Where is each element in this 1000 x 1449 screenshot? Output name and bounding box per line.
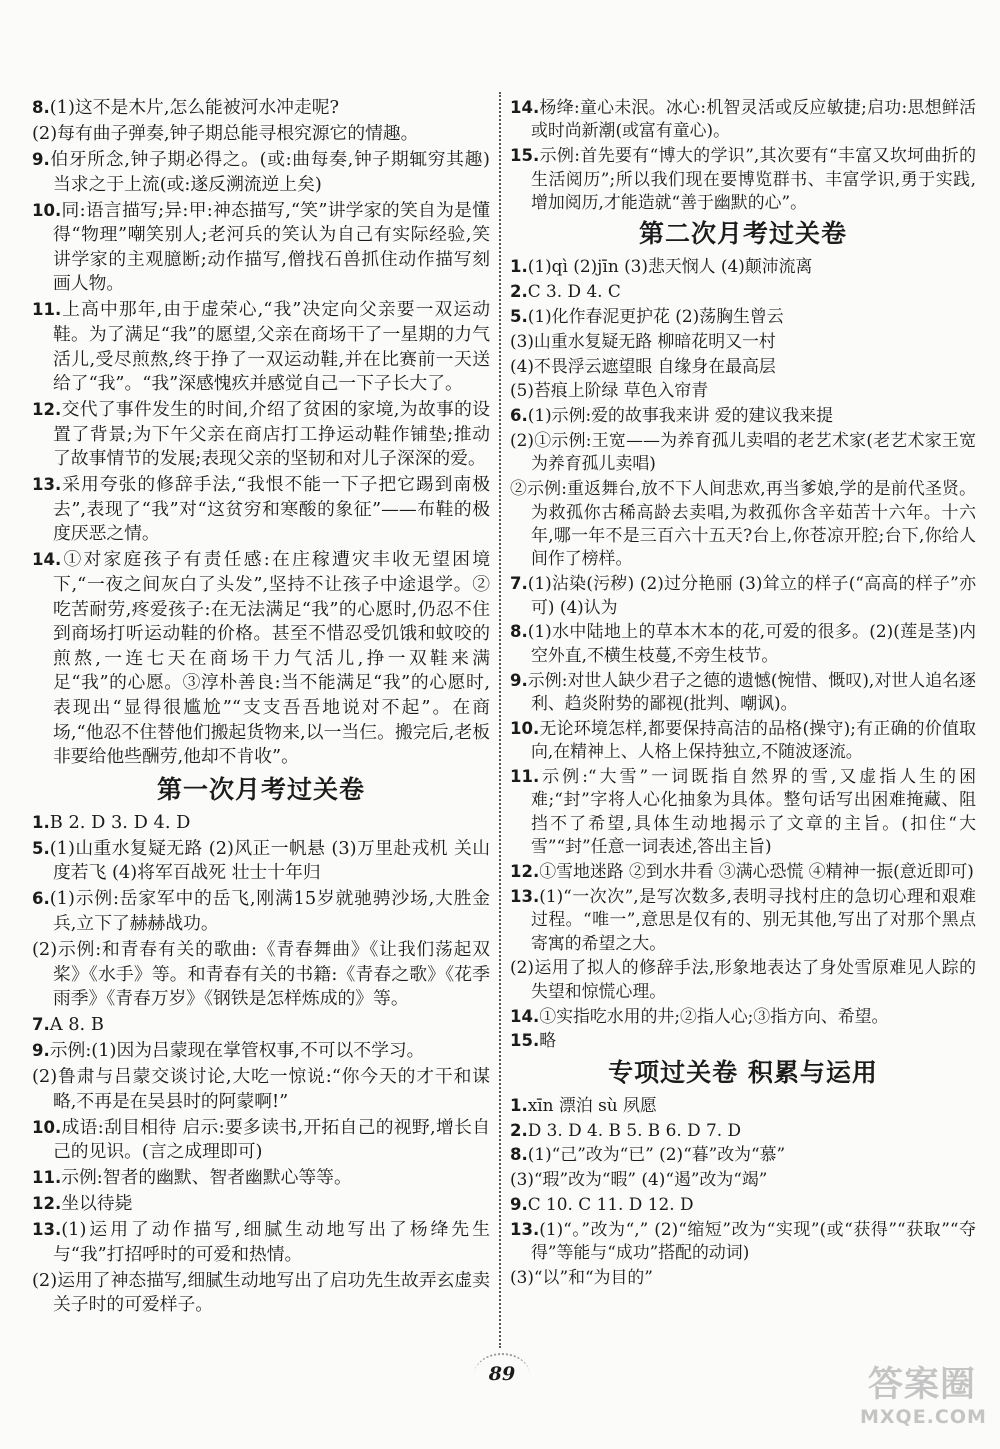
answer-text: C 10. C 11. D 12. D	[527, 1194, 694, 1215]
answer-text: 示例:“大雪”一词既指自然界的雪,又虚指人生的困难;“封”字将人心化抽象为具体。整句话写出困难掩藏、阻挡不了希望,具体生动地揭示了文章的主旨。(扣住“大雪”“封”任意一词表述,答出主旨)	[531, 766, 976, 857]
answer-text: ①雪地迷路 ②到水井看 ③满心恐慌 ④精神一振(意近即可)	[539, 861, 974, 882]
answer-text: 示例:智者的幽默、智者幽默心等等。	[61, 1167, 352, 1189]
watermark-logo: 答案圈	[867, 1365, 976, 1405]
answer-item	[510, 96, 976, 143]
answer-text: (1)qì (2)jīn (3)悲天悯人 (4)颠沛流离	[527, 256, 813, 277]
question-number: 6.	[32, 889, 50, 909]
answer-text: (1)水中陆地上的草本木本的花,可爱的很多。(2)(莲是茎)内空外直,不横生枝蔓,不旁生枝节。	[527, 621, 976, 665]
question-number: 11.	[32, 300, 62, 320]
question-number: 2.	[510, 1120, 528, 1140]
answer-item	[32, 1116, 490, 1165]
answer-text: A 8. B	[49, 1014, 104, 1036]
answer-text: (1)这不是木片,怎么能被河水冲走呢?	[49, 97, 340, 118]
answer-text: 杨绛:童心未泯。冰心:机智灵活或反应敏捷;启功:思想鲜活或时尚新潮(或富有童心)。	[531, 97, 976, 141]
question-number: 13.	[510, 1219, 540, 1239]
answer-text: 伯牙所念,钟子期必得之。(或:曲每奏,钟子期辄穷其趣) 当求之于上流(或:遂反溯流逆上矣)	[49, 148, 490, 195]
question-number: 5.	[510, 307, 528, 327]
answer-text: (1)化作春泥更护花 (2)荡胸生曾云	[527, 306, 784, 327]
answer-text: 略	[539, 1030, 557, 1051]
question-number: 9.	[510, 670, 528, 690]
answer-item	[32, 1192, 490, 1217]
answer-item	[510, 1266, 976, 1289]
section-heading: 第二次月考过关卷	[638, 219, 847, 249]
question-number: 10.	[510, 718, 540, 738]
answer-text: 采用夸张的修辞手法,“我恨不能一下子把它踢到南极去”,表现了“我”对“这贫穷和寒酸的象征”——布鞋的极度厌恶之情。	[53, 474, 490, 545]
answer-item	[510, 404, 976, 427]
answer-item	[32, 398, 490, 472]
answer-text: (3)山重水复疑无路 柳暗花明又一村	[510, 330, 776, 351]
answer-text: (2)运用了拟人的修辞手法,形象地表达了身处雪原难见人踪的失望和惊慌心理。	[510, 957, 976, 1001]
answer-text: (2)每有曲子弹奏,钟子期总能寻根究源它的情趣。	[32, 122, 419, 144]
answer-text: (3)“瑕”改为“暇” (4)“遏”改为“竭”	[510, 1169, 768, 1190]
answer-item	[510, 280, 976, 303]
answer-item	[510, 765, 976, 859]
answer-item	[32, 199, 490, 297]
question-number: 14.	[510, 1006, 540, 1026]
section-heading: 第一次月考过关卷	[156, 774, 365, 804]
answer-text: (1)沾染(污秽) (2)过分艳丽 (3)耸立的样子(“高高的样子”亦可) (4)认为	[527, 573, 976, 617]
section-heading: 专项过关卷 积累与运用	[608, 1057, 878, 1087]
answer-text: (2)运用了神态描写,细腻生动地写出了启功先生故弄玄虚卖关子时的可爱样子。	[32, 1269, 490, 1316]
answer-text: (1)示例:爱的故事我来讲 爱的建议我来提	[527, 405, 833, 426]
answer-item	[510, 669, 976, 716]
answer-text: B 2. D 3. D 4. D	[49, 811, 191, 833]
page-number	[480, 1357, 524, 1391]
question-number: 6.	[510, 406, 528, 426]
answer-item	[510, 355, 976, 378]
answer-item	[510, 305, 976, 328]
question-number: 5.	[32, 838, 50, 858]
page-number-ornament	[474, 1353, 530, 1397]
answer-text: (1)运用了动作描写,细腻生动地写出了杨绛先生与“我”打招呼时的可爱和热情。	[53, 1219, 490, 1265]
answer-text: (2)①示例:王宽——为养育孤儿卖唱的老艺术家(老艺术家王宽为养育孤儿卖唱)	[510, 430, 976, 474]
question-number: 12.	[32, 400, 62, 420]
answer-item	[510, 885, 976, 955]
answer-text: xīn 漂泊 sù 夙愿	[527, 1094, 657, 1115]
question-number: 1.	[510, 257, 528, 277]
page-number-text: 89	[488, 1363, 516, 1385]
answer-text: (1)示例:岳家军中的岳飞,刚满15岁就驰骋沙场,大胜金兵,立下了赫赫战功。	[49, 888, 490, 934]
answer-text: 示例:对世人缺少君子之德的遗憾(惋惜、慨叹),对世人追名逐利、趋炎附势的鄙视(批判、嘲讽)。	[527, 669, 976, 714]
answer-item	[510, 956, 976, 1003]
column-divider	[499, 92, 501, 1348]
answer-text: 无论环境怎样,都要保持高洁的品格(操守);有正确的价值取向,在精神上、人格上保持独立,不随波逐流。	[531, 717, 976, 762]
answer-item	[32, 1166, 490, 1191]
answer-item	[510, 620, 976, 667]
answer-item	[510, 429, 976, 476]
question-number: 9.	[32, 149, 50, 169]
answer-item	[510, 1143, 976, 1166]
answer-text: ①实指吃水用的井;②指人心;③指方向、希望。	[539, 1005, 889, 1026]
right-column	[510, 96, 976, 1291]
answer-item	[32, 96, 490, 121]
answer-text: (1)“己”改为“已” (2)“暮”改为“慕”	[527, 1144, 786, 1165]
question-number: 13.	[510, 886, 540, 906]
question-number: 10.	[32, 1117, 62, 1137]
answer-item	[510, 1218, 976, 1265]
question-number: 9.	[32, 1041, 50, 1061]
answer-item	[32, 473, 490, 547]
question-number: 12.	[510, 862, 540, 882]
answer-text: (1)“一次次”,是写次数多,表明寻找村庄的急切心理和艰难过程。“唯一”,意思是仅有的、别无其他,写出了对那个黑点寄寓的希望之大。	[531, 885, 976, 953]
answer-item	[510, 1168, 976, 1191]
question-number: 11.	[32, 1168, 62, 1188]
question-number: 12.	[32, 1194, 62, 1214]
question-number: 15.	[510, 146, 540, 166]
question-number: 14.	[510, 98, 540, 117]
answer-text: 示例:(1)因为吕蒙现在掌管权事,不可以不学习。	[49, 1040, 425, 1062]
answer-item	[32, 1218, 490, 1267]
answer-text: ①对家庭孩子有责任感:在庄稼遭灾丰收无望困境下,“一夜之间灰白了头发”,坚持不让孩子中途退学。②吃苦耐劳,疼爱孩子:在无法满足“我”的心愿时,仍忍不住到商场打听运动鞋的价格。甚至不惜忍受饥饿和蚊咬的煎熬,一连七天在商场干力气活儿,挣一双鞋来满足“我”的心愿。③淳朴善良:当不能满足“我”的心愿时,表现出“显得很尴尬”“支支吾吾地说对不起”。在商场,“他忍不住替他们搬起货物来,以一当仨。搬完后,老板非要给他些酬劳,他却不肯收”。	[53, 549, 490, 768]
answer-text: (2)示例:和青春有关的歌曲:《青春舞曲》《让我们荡起双桨》《水手》等。和青春有关的书籍:《青春之歌》《花季雨季》《青春万岁》《钢铁是怎样炼成的》等。	[32, 938, 490, 1010]
answer-text: D 3. D 4. B 5. B 6. D 7. D	[527, 1119, 742, 1140]
answer-item	[32, 887, 490, 936]
answer-item	[32, 938, 490, 1012]
answer-item	[510, 860, 976, 883]
answer-item	[32, 1269, 490, 1318]
answer-text: 坐以待毙	[61, 1193, 133, 1215]
answer-text: 上高中那年,由于虚荣心,“我”决定向父亲要一双运动鞋。为了满足“我”的愿望,父亲在商场干了一星期的力气活儿,受尽煎熬,终于挣了一双运动鞋,并在比赛前一天送给了“我”。“我”深感愧疚并感觉自己一下子长大了。	[53, 299, 490, 395]
answer-item	[32, 148, 490, 197]
answer-item	[510, 1193, 976, 1216]
watermark-url: MXQE.COM	[860, 1406, 987, 1428]
question-number: 2.	[510, 282, 528, 302]
question-number: 9.	[510, 1195, 528, 1215]
answer-text: (5)苔痕上阶绿 草色入帘青	[510, 380, 709, 401]
answer-text: (4)不畏浮云遮望眼 自缘身在最高层	[510, 355, 776, 376]
answer-item	[32, 298, 490, 396]
answer-text: (1)山重水复疑无路 (2)风正一帆悬 (3)万里赴戎机 关山度若飞 (4)将军百战死 壮士十年归	[49, 837, 490, 884]
question-number: 11.	[510, 767, 540, 787]
answer-item	[32, 122, 490, 147]
answer-item	[510, 1094, 976, 1117]
answer-item	[510, 1029, 976, 1052]
answer-item	[510, 330, 976, 353]
answer-text: (1)“。”改为“,” (2)“缩短”改为“实现”(或“获得”“获取”“夺得”等能与“成功”搭配的动词)	[531, 1218, 976, 1263]
answer-item	[32, 811, 490, 836]
watermark	[860, 1365, 987, 1437]
question-number: 7.	[32, 1015, 50, 1035]
question-number: 10.	[32, 200, 62, 220]
question-number: 8.	[32, 98, 50, 117]
left-column	[32, 96, 490, 1319]
question-number: 1.	[510, 1095, 528, 1115]
question-number: 8.	[510, 1145, 528, 1165]
answer-item	[32, 548, 490, 769]
question-number: 15.	[510, 1031, 540, 1051]
answer-item	[32, 1039, 490, 1064]
answer-item	[510, 717, 976, 764]
answer-text: (3)“以”和“为目的”	[510, 1267, 653, 1288]
answer-item	[32, 1065, 490, 1114]
answer-text: (2)鲁肃与吕蒙交谈讨论,大吃一惊说:“你今天的才干和谋略,不再是在吴县时的阿蒙啊!”	[32, 1066, 490, 1112]
question-number: 1.	[32, 812, 50, 832]
answer-text: ②示例:重返舞台,放不下人间悲欢,再当爹娘,学的是前代圣贤。为救孤你古稀高龄去卖唱,为救孤你含辛茹苦十六年。十六年,哪一年不是三百六十五天?台上,你苍凉开腔;台下,你给人间作了榜样。	[510, 478, 976, 569]
answer-item	[510, 255, 976, 278]
answer-item	[32, 837, 490, 886]
answer-item	[510, 572, 976, 619]
answer-text: 同:语言描写;异:甲:神态描写,“笑”讲学家的笑自为是懂得“物理”嘲笑别人;老河兵的笑认为自己有实际经验,笑讲学家的主观臆断;动作描写,僧找石兽抓住动作描写刻画人物。	[53, 199, 490, 295]
question-number: 7.	[510, 574, 528, 594]
answer-text: 成语:刮目相待 启示:要多读书,开拓自己的视野,增长自己的见识。(言之成理即可)	[53, 1116, 490, 1163]
question-number: 13.	[32, 1220, 62, 1240]
answer-text: 交代了事件发生的时间,介绍了贫困的家境,为故事的设置了背景;为下午父亲在商店打工挣运动鞋作铺垫;推动了故事情节的发展;表现父亲的坚韧和对儿子深深的爱。	[53, 399, 490, 470]
answer-item	[32, 1013, 490, 1038]
answer-item	[510, 477, 976, 571]
answer-item	[510, 144, 976, 214]
answer-item	[510, 1005, 976, 1028]
answer-text: 示例:首先要有“博大的学识”,其次要有“丰富又坎坷曲折的生活阅历”;所以我们现在要博览群书、丰富学识,勇于实践,增加阅历,才能造就“善于幽默的心”。	[531, 145, 976, 213]
answer-item	[510, 1119, 976, 1142]
answer-text: C 3. D 4. C	[527, 281, 621, 302]
question-number: 8.	[510, 622, 528, 642]
question-number: 13.	[32, 475, 62, 495]
answer-item	[510, 379, 976, 402]
question-number: 14.	[32, 550, 62, 570]
